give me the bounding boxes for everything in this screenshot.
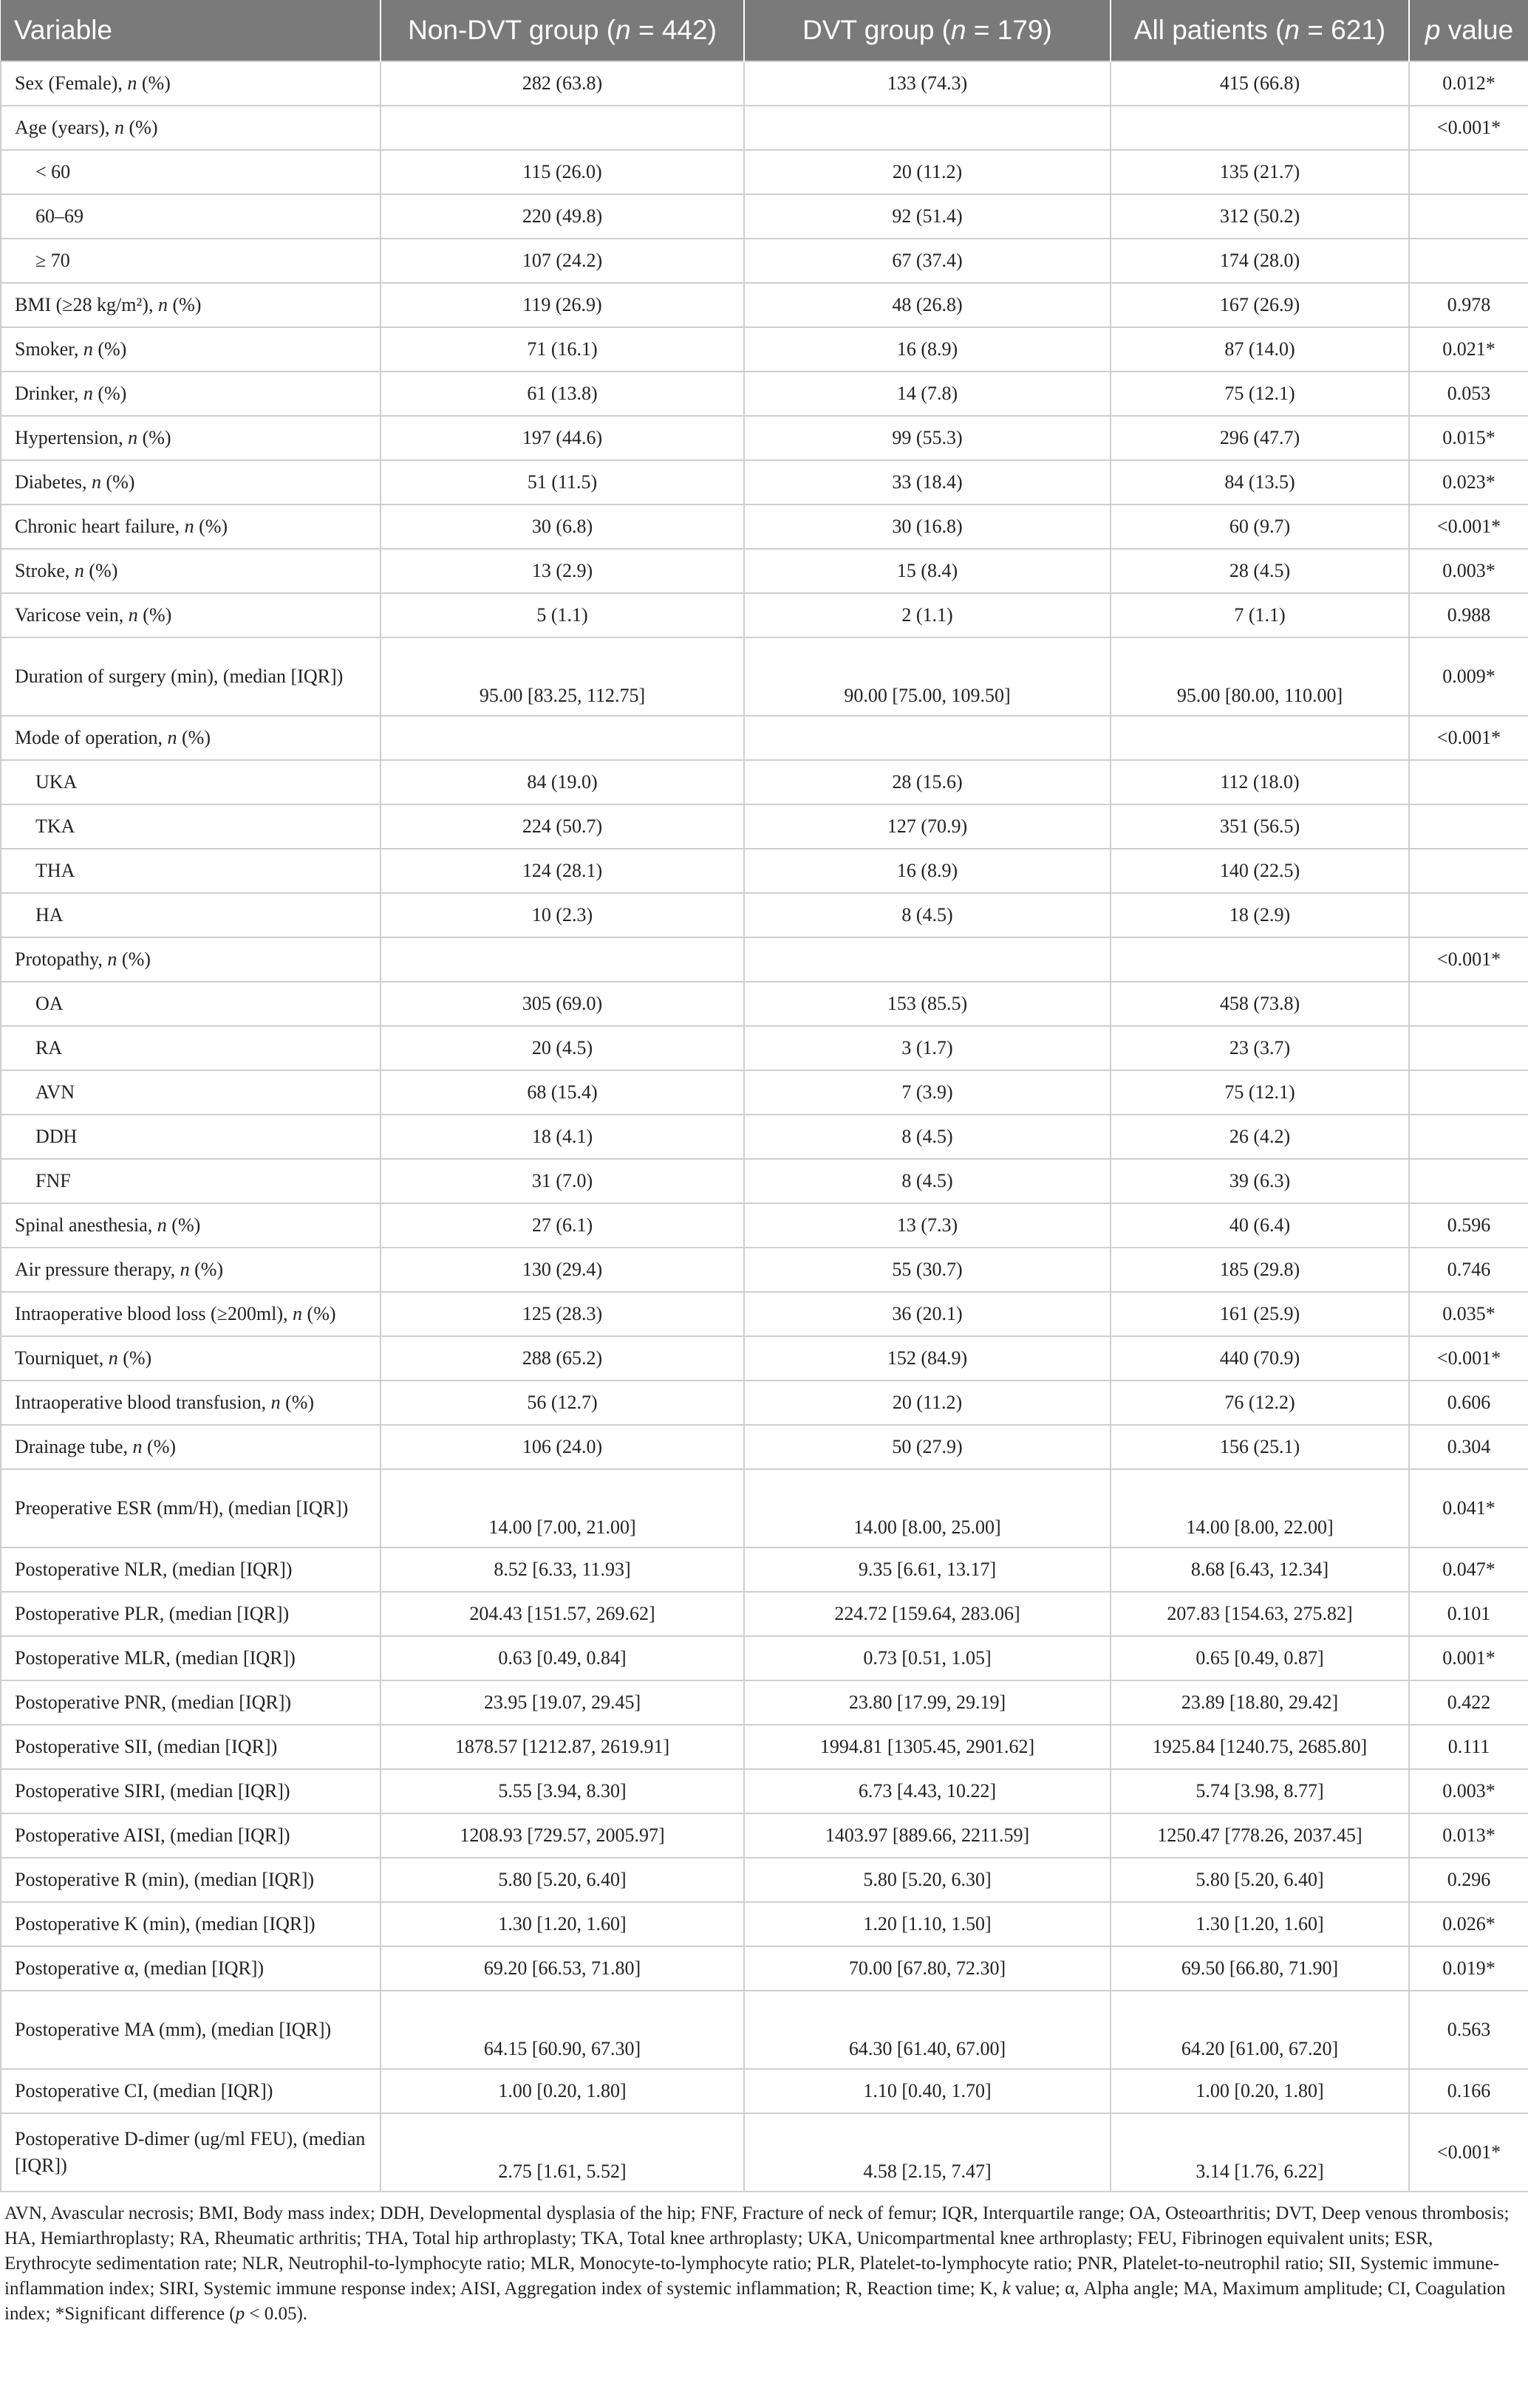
non-dvt-cell [381,716,744,760]
p-value-cell: <0.001* [1409,2113,1528,2192]
p-value-cell: 0.978 [1409,283,1528,327]
variable-cell: Intraoperative blood transfusion, n (%) [1,1381,381,1425]
non-dvt-cell: 1208.93 [729.57, 2005.97] [381,1813,744,1858]
p-value-cell: 0.041* [1409,1469,1528,1547]
p-value-cell [1409,194,1528,239]
all-patients-cell: 296 (47.7) [1111,416,1409,460]
variable-cell: Chronic heart failure, n (%) [1,504,381,549]
variable-cell: Postoperative MA (mm), (median [IQR]) [1,1991,381,2069]
all-patients-cell: 76 (12.2) [1111,1381,1409,1425]
table-row [1,982,1528,1026]
table-row [1,937,1528,982]
non-dvt-cell: 13 (2.9) [381,549,744,593]
dvt-cell: 23.80 [17.99, 29.19] [744,1680,1111,1725]
table-row [1,460,1528,504]
all-patients-cell: 64.20 [61.00, 67.20] [1111,1991,1409,2069]
variable-cell: Hypertension, n (%) [1,416,381,460]
all-patients-cell: 458 (73.8) [1111,982,1409,1026]
table-row [1,327,1528,372]
p-value-cell: 0.111 [1409,1725,1528,1769]
variable-cell: DDH [1,1115,381,1159]
all-patients-cell: 440 (70.9) [1111,1336,1409,1381]
all-patients-cell: 161 (25.9) [1111,1292,1409,1336]
variable-cell: THA [1,849,381,893]
dvt-cell: 1403.97 [889.66, 2211.59] [744,1813,1111,1858]
all-patients-cell: 14.00 [8.00, 22.00] [1111,1469,1409,1547]
p-value-cell [1409,760,1528,804]
variable-cell: Postoperative SII, (median [IQR]) [1,1725,381,1769]
all-patients-cell: 140 (22.5) [1111,849,1409,893]
variable-cell: Drinker, n (%) [1,372,381,416]
table-row [1,504,1528,549]
variable-cell: Smoker, n (%) [1,327,381,372]
p-value-cell [1409,804,1528,849]
p-value-cell [1409,982,1528,1026]
variable-cell: Postoperative SIRI, (median [IQR]) [1,1769,381,1813]
non-dvt-cell: 124 (28.1) [381,849,744,893]
all-patients-cell: 207.83 [154.63, 275.82] [1111,1592,1409,1636]
all-patients-cell: 95.00 [80.00, 110.00] [1111,637,1409,716]
table-row [1,1592,1528,1636]
table-row [1,1547,1528,1592]
dvt-cell: 14.00 [8.00, 25.00] [744,1469,1111,1547]
table-row [1,106,1528,150]
dvt-cell: 92 (51.4) [744,194,1111,239]
dvt-cell: 16 (8.9) [744,849,1111,893]
p-value-cell [1409,150,1528,194]
dvt-cell: 16 (8.9) [744,327,1111,372]
table-row [1,2069,1528,2113]
table-row [1,1159,1528,1203]
p-value-cell: <0.001* [1409,1336,1528,1381]
all-patients-cell: 39 (6.3) [1111,1159,1409,1203]
variable-cell: HA [1,893,381,937]
dvt-cell: 4.58 [2.15, 7.47] [744,2113,1111,2192]
table-body [1,61,1528,2192]
table-row [1,1858,1528,1902]
header-dvt-group: DVT group (n = 179) [744,0,1111,61]
dvt-cell: 14 (7.8) [744,372,1111,416]
dvt-cell: 28 (15.6) [744,760,1111,804]
table-row [1,372,1528,416]
non-dvt-cell: 84 (19.0) [381,760,744,804]
table-row [1,760,1528,804]
non-dvt-cell: 288 (65.2) [381,1336,744,1381]
dvt-cell: 64.30 [61.40, 67.00] [744,1991,1111,2069]
non-dvt-cell: 1878.57 [1212.87, 2619.91] [381,1725,744,1769]
non-dvt-cell: 125 (28.3) [381,1292,744,1336]
non-dvt-cell: 64.15 [60.90, 67.30] [381,1991,744,2069]
dvt-cell: 8 (4.5) [744,893,1111,937]
p-value-cell: 0.746 [1409,1248,1528,1292]
table-row [1,416,1528,460]
table-row [1,549,1528,593]
all-patients-cell: 112 (18.0) [1111,760,1409,804]
p-value-cell: 0.023* [1409,460,1528,504]
table-row [1,593,1528,637]
table-row [1,1248,1528,1292]
dvt-cell: 36 (20.1) [744,1292,1111,1336]
header-non-dvt-group: Non-DVT group (n = 442) [381,0,744,61]
all-patients-cell: 0.65 [0.49, 0.87] [1111,1636,1409,1680]
dvt-cell: 50 (27.9) [744,1425,1111,1469]
p-value-cell: 0.596 [1409,1203,1528,1248]
p-value-cell: 0.035* [1409,1292,1528,1336]
variable-cell: < 60 [1,150,381,194]
all-patients-cell: 23 (3.7) [1111,1026,1409,1070]
variable-cell: Spinal anesthesia, n (%) [1,1203,381,1248]
non-dvt-cell: 2.75 [1.61, 5.52] [381,2113,744,2192]
p-value-cell: 0.422 [1409,1680,1528,1725]
all-patients-cell: 18 (2.9) [1111,893,1409,937]
dvt-cell: 7 (3.9) [744,1070,1111,1115]
p-value-cell: <0.001* [1409,937,1528,982]
all-patients-cell: 185 (29.8) [1111,1248,1409,1292]
variable-cell: FNF [1,1159,381,1203]
table-row [1,1469,1528,1547]
non-dvt-cell: 204.43 [151.57, 269.62] [381,1592,744,1636]
p-value-cell: 0.001* [1409,1636,1528,1680]
dvt-cell: 20 (11.2) [744,1381,1111,1425]
non-dvt-cell: 0.63 [0.49, 0.84] [381,1636,744,1680]
non-dvt-cell: 130 (29.4) [381,1248,744,1292]
table-row [1,1070,1528,1115]
table-row [1,1115,1528,1159]
p-value-cell: 0.101 [1409,1592,1528,1636]
all-patients-cell: 87 (14.0) [1111,327,1409,372]
variable-cell: Postoperative R (min), (median [IQR]) [1,1858,381,1902]
p-value-cell: 0.012* [1409,61,1528,106]
variable-cell: Mode of operation, n (%) [1,716,381,760]
dvt-cell: 5.80 [5.20, 6.30] [744,1858,1111,1902]
variable-cell: UKA [1,760,381,804]
p-value-cell [1409,849,1528,893]
dvt-cell: 224.72 [159.64, 283.06] [744,1592,1111,1636]
non-dvt-cell: 8.52 [6.33, 11.93] [381,1547,744,1592]
dvt-cell: 3 (1.7) [744,1026,1111,1070]
p-value-cell: 0.019* [1409,1946,1528,1991]
variable-cell: Drainage tube, n (%) [1,1425,381,1469]
all-patients-cell: 351 (56.5) [1111,804,1409,849]
table-row [1,150,1528,194]
dvt-cell: 90.00 [75.00, 109.50] [744,637,1111,716]
all-patients-cell: 23.89 [18.80, 29.42] [1111,1680,1409,1725]
p-value-cell: 0.053 [1409,372,1528,416]
variable-cell: TKA [1,804,381,849]
non-dvt-cell: 71 (16.1) [381,327,744,372]
non-dvt-cell: 197 (44.6) [381,416,744,460]
non-dvt-cell: 95.00 [83.25, 112.75] [381,637,744,716]
variable-cell: Varicose vein, n (%) [1,593,381,637]
non-dvt-cell: 5.80 [5.20, 6.40] [381,1858,744,1902]
table-row [1,1769,1528,1813]
dvt-cell: 1.10 [0.40, 1.70] [744,2069,1111,2113]
table-row [1,61,1528,106]
table-row [1,239,1528,283]
table-row [1,1902,1528,1946]
variable-cell: Postoperative AISI, (median [IQR]) [1,1813,381,1858]
all-patients-cell: 135 (21.7) [1111,150,1409,194]
dvt-cell: 30 (16.8) [744,504,1111,549]
all-patients-cell: 69.50 [66.80, 71.90] [1111,1946,1409,1991]
variable-cell: Sex (Female), n (%) [1,61,381,106]
dvt-cell: 1.20 [1.10, 1.50] [744,1902,1111,1946]
dvt-cell: 8 (4.5) [744,1115,1111,1159]
all-patients-cell: 1250.47 [778.26, 2037.45] [1111,1813,1409,1858]
non-dvt-cell: 14.00 [7.00, 21.00] [381,1469,744,1547]
all-patients-cell: 60 (9.7) [1111,504,1409,549]
table-row [1,804,1528,849]
variable-cell: Age (years), n (%) [1,106,381,150]
table-row [1,893,1528,937]
dvt-cell: 152 (84.9) [744,1336,1111,1381]
all-patients-cell: 1925.84 [1240.75, 2685.80] [1111,1725,1409,1769]
header-all-patients: All patients (n = 621) [1111,0,1409,61]
all-patients-cell: 312 (50.2) [1111,194,1409,239]
variable-cell: AVN [1,1070,381,1115]
p-value-cell: 0.003* [1409,549,1528,593]
dvt-cell: 153 (85.5) [744,982,1111,1026]
all-patients-cell: 1.30 [1.20, 1.60] [1111,1902,1409,1946]
dvt-cell: 67 (37.4) [744,239,1111,283]
dvt-cell: 70.00 [67.80, 72.30] [744,1946,1111,1991]
all-patients-cell: 28 (4.5) [1111,549,1409,593]
table-row [1,1425,1528,1469]
table-row [1,1203,1528,1248]
variable-cell: Postoperative D-dimer (ug/ml FEU), (median [IQR]) [1,2113,381,2192]
variable-cell: Diabetes, n (%) [1,460,381,504]
p-value-cell: <0.001* [1409,504,1528,549]
non-dvt-cell: 1.30 [1.20, 1.60] [381,1902,744,1946]
variable-cell: Postoperative PNR, (median [IQR]) [1,1680,381,1725]
dvt-cell: 133 (74.3) [744,61,1111,106]
p-value-cell: 0.003* [1409,1769,1528,1813]
all-patients-cell: 84 (13.5) [1111,460,1409,504]
p-value-cell: 0.563 [1409,1991,1528,2069]
non-dvt-cell: 20 (4.5) [381,1026,744,1070]
non-dvt-cell [381,937,744,982]
non-dvt-cell: 5.55 [3.94, 8.30] [381,1769,744,1813]
p-value-cell: 0.047* [1409,1547,1528,1592]
non-dvt-cell: 30 (6.8) [381,504,744,549]
variable-cell: Postoperative K (min), (median [IQR]) [1,1902,381,1946]
dvt-cell [744,106,1111,150]
p-value-cell [1409,1070,1528,1115]
variable-cell: Tourniquet, n (%) [1,1336,381,1381]
table-footnote: AVN, Avascular necrosis; BMI, Body mass index; DDH, Developmental dysplasia of the hip; FNF, Fracture of neck of femur; IQR, Interquartile range; OA, Osteoarthritis; DVT, Deep venous thrombosis; HA, Hemiarthroplasty; RA, Rheumatic arthritis; THA, Total hip arthroplasty; TKA, Total knee arthroplasty; UKA, Unicompartmental knee arthroplasty; FEU, Fibrinogen equivalent units; ESR, Erythrocyte sedimentation rate; NLR, Neutrophil-to-lymphocyte ratio; MLR, Monocyte-to-lymphocyte ratio; PLR, Platelet-to-lymphocyte ratio; PNR, Platelet-to-neutrophil ratio; SII, Systemic immune-inflammation index; SIRI, Systemic immune response index; AISI, Aggregation index of systemic inflammation; R, Reaction time; K, k value; α, Alpha angle; MA, Maximum amplitude; CI, Coagulation index; *Significant difference (p < 0.05). [4,2203,1510,2324]
p-value-cell: 0.166 [1409,2069,1528,2113]
all-patients-cell: 7 (1.1) [1111,593,1409,637]
dvt-cell: 8 (4.5) [744,1159,1111,1203]
variable-cell: Postoperative MLR, (median [IQR]) [1,1636,381,1680]
p-value-cell: 0.304 [1409,1425,1528,1469]
all-patients-cell: 3.14 [1.76, 6.22] [1111,2113,1409,2192]
variable-cell: Preoperative ESR (mm/H), (median [IQR]) [1,1469,381,1547]
dvt-cell: 99 (55.3) [744,416,1111,460]
table-row [1,1813,1528,1858]
table-row [1,1946,1528,1991]
dvt-cell: 55 (30.7) [744,1248,1111,1292]
p-value-cell: 0.296 [1409,1858,1528,1902]
dvt-cell: 2 (1.1) [744,593,1111,637]
p-value-cell: 0.606 [1409,1381,1528,1425]
non-dvt-cell: 10 (2.3) [381,893,744,937]
variable-cell: Postoperative CI, (median [IQR]) [1,2069,381,2113]
variable-cell: OA [1,982,381,1026]
dvt-cell: 13 (7.3) [744,1203,1111,1248]
p-value-cell: 0.988 [1409,593,1528,637]
p-value-cell [1409,893,1528,937]
table-row [1,1381,1528,1425]
non-dvt-cell: 305 (69.0) [381,982,744,1026]
p-value-cell: 0.015* [1409,416,1528,460]
dvt-cell: 6.73 [4.43, 10.22] [744,1769,1111,1813]
variable-cell: Protopathy, n (%) [1,937,381,982]
table-row [1,1026,1528,1070]
non-dvt-cell: 224 (50.7) [381,804,744,849]
variable-cell: 60–69 [1,194,381,239]
table-row [1,1292,1528,1336]
table-row [1,1680,1528,1725]
variable-cell: BMI (≥28 kg/m²), n (%) [1,283,381,327]
variable-cell: Air pressure therapy, n (%) [1,1248,381,1292]
non-dvt-cell: 5 (1.1) [381,593,744,637]
non-dvt-cell: 119 (26.9) [381,283,744,327]
p-value-cell [1409,1115,1528,1159]
all-patients-cell: 40 (6.4) [1111,1203,1409,1248]
all-patients-cell: 26 (4.2) [1111,1115,1409,1159]
all-patients-cell: 156 (25.1) [1111,1425,1409,1469]
table-row [1,716,1528,760]
all-patients-cell [1111,716,1409,760]
variable-cell: Duration of surgery (min), (median [IQR]) [1,637,381,716]
variable-cell: Postoperative α, (median [IQR]) [1,1946,381,1991]
non-dvt-cell: 18 (4.1) [381,1115,744,1159]
dvt-cell: 1994.81 [1305.45, 2901.62] [744,1725,1111,1769]
header-p-value: p value [1409,0,1528,61]
non-dvt-cell: 23.95 [19.07, 29.45] [381,1680,744,1725]
dvt-cell: 20 (11.2) [744,150,1111,194]
variable-cell: Intraoperative blood loss (≥200ml), n (%) [1,1292,381,1336]
dvt-cell: 0.73 [0.51, 1.05] [744,1636,1111,1680]
variable-cell: Postoperative PLR, (median [IQR]) [1,1592,381,1636]
table-row [1,1991,1528,2069]
non-dvt-cell: 106 (24.0) [381,1425,744,1469]
dvt-cell: 9.35 [6.61, 13.17] [744,1547,1111,1592]
p-value-cell: 0.026* [1409,1902,1528,1946]
table-row [1,1336,1528,1381]
non-dvt-cell: 56 (12.7) [381,1381,744,1425]
table-row [1,849,1528,893]
all-patients-cell: 5.74 [3.98, 8.77] [1111,1769,1409,1813]
dvt-cell: 33 (18.4) [744,460,1111,504]
non-dvt-cell: 220 (49.8) [381,194,744,239]
non-dvt-cell: 69.20 [66.53, 71.80] [381,1946,744,1991]
all-patients-cell [1111,106,1409,150]
all-patients-cell: 415 (66.8) [1111,61,1409,106]
all-patients-cell: 1.00 [0.20, 1.80] [1111,2069,1409,2113]
p-value-cell: <0.001* [1409,106,1528,150]
table-row [1,283,1528,327]
all-patients-cell: 8.68 [6.43, 12.34] [1111,1547,1409,1592]
table-row [1,2113,1528,2192]
variable-cell: Postoperative NLR, (median [IQR]) [1,1547,381,1592]
table-row [1,194,1528,239]
table-row [1,1636,1528,1680]
p-value-cell: <0.001* [1409,716,1528,760]
all-patients-cell: 75 (12.1) [1111,372,1409,416]
non-dvt-cell: 61 (13.8) [381,372,744,416]
variable-cell: ≥ 70 [1,239,381,283]
all-patients-cell: 167 (26.9) [1111,283,1409,327]
non-dvt-cell: 51 (11.5) [381,460,744,504]
non-dvt-cell: 1.00 [0.20, 1.80] [381,2069,744,2113]
all-patients-cell: 174 (28.0) [1111,239,1409,283]
dvt-cell: 15 (8.4) [744,549,1111,593]
non-dvt-cell: 115 (26.0) [381,150,744,194]
all-patients-cell [1111,937,1409,982]
dvt-cell [744,937,1111,982]
dvt-cell: 48 (26.8) [744,283,1111,327]
non-dvt-cell: 68 (15.4) [381,1070,744,1115]
all-patients-cell: 75 (12.1) [1111,1070,1409,1115]
p-value-cell: 0.021* [1409,327,1528,372]
table-row [1,637,1528,716]
variable-cell: Stroke, n (%) [1,549,381,593]
p-value-cell [1409,239,1528,283]
p-value-cell: 0.009* [1409,637,1528,716]
p-value-cell: 0.013* [1409,1813,1528,1858]
all-patients-cell: 5.80 [5.20, 6.40] [1111,1858,1409,1902]
dvt-cell: 127 (70.9) [744,804,1111,849]
table-header [1,0,1528,61]
non-dvt-cell [381,106,744,150]
non-dvt-cell: 27 (6.1) [381,1203,744,1248]
p-value-cell [1409,1159,1528,1203]
non-dvt-cell: 107 (24.2) [381,239,744,283]
dvt-cell [744,716,1111,760]
header-variable: Variable [1,0,381,61]
variable-cell: RA [1,1026,381,1070]
p-value-cell [1409,1026,1528,1070]
table-row [1,1725,1528,1769]
non-dvt-cell: 282 (63.8) [381,61,744,106]
non-dvt-cell: 31 (7.0) [381,1159,744,1203]
